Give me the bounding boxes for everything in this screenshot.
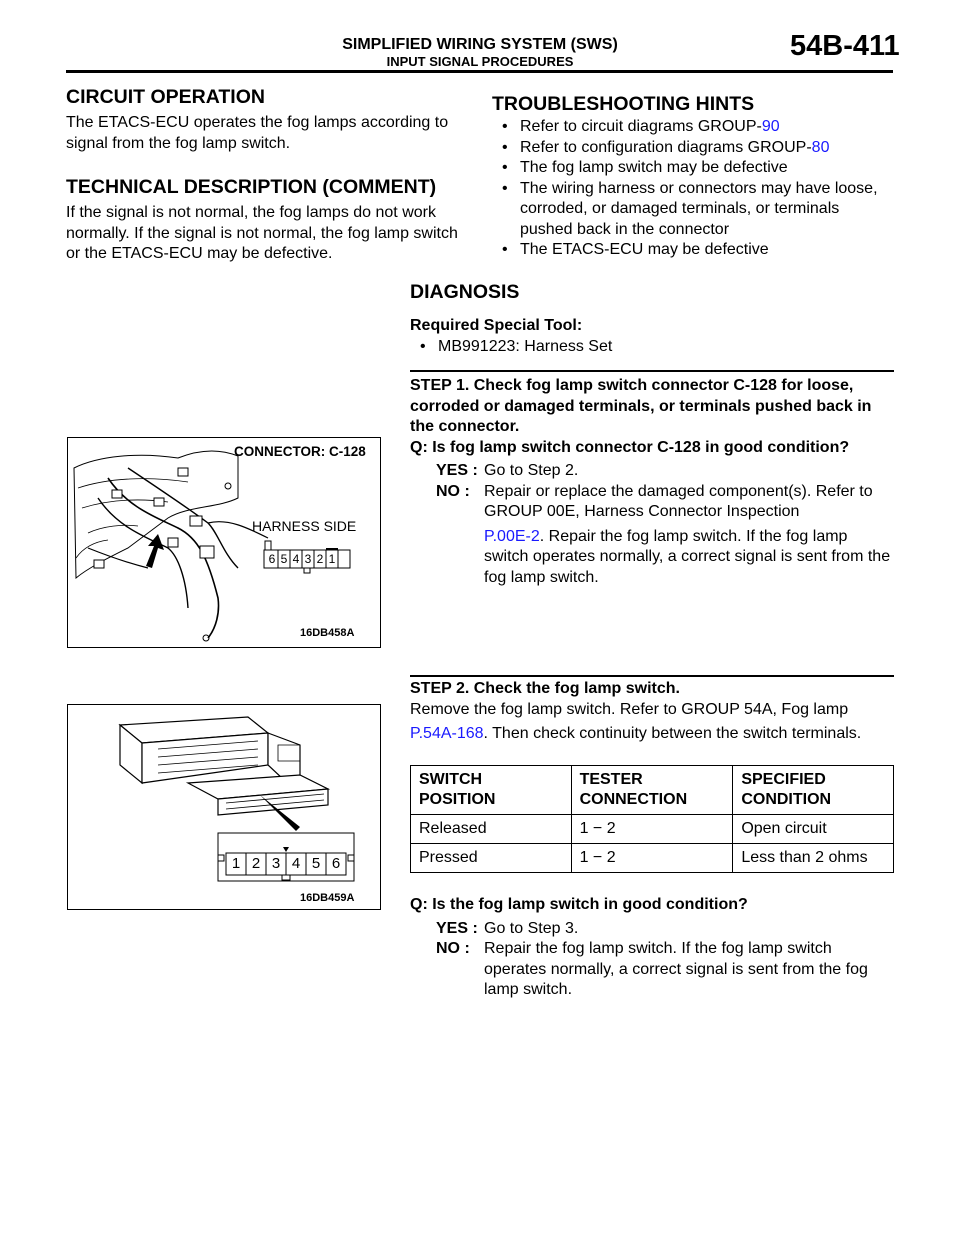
step2-text (410, 700, 894, 745)
table-row (411, 815, 894, 844)
yes-label: YES : (436, 919, 478, 937)
pin-label: 4 (292, 552, 300, 566)
diagnosis-section (410, 281, 894, 357)
hint-item: • The fog lamp switch may be defective (492, 158, 892, 179)
no-text: Repair the fog lamp switch. If the fog lamp switch operates normally, a correct signal is sent from the fog lamp switch. (484, 940, 868, 998)
no-text (484, 482, 894, 589)
pin-label: 1 (231, 855, 241, 872)
hint-item: • The wiring harness or connectors may have loose, corroded, or damaged terminals, or terminals pushed back in the connector (492, 179, 892, 241)
pin-label: 1 (328, 552, 336, 566)
table-header: SPECIFIED CONDITION (733, 766, 894, 815)
circuit-operation-section (66, 86, 466, 154)
table-cell: 1 − 2 (571, 844, 733, 873)
switch-pin-row (226, 854, 346, 874)
step1-title: STEP 1. Check fog lamp switch connector C-128 for loose, corroded or damaged terminals, or terminals pushed back in the connector. (410, 377, 872, 435)
table-header: TESTER CONNECTION (571, 766, 733, 815)
step2-no (436, 939, 894, 1001)
header-title: SIMPLIFIED WIRING SYSTEM (SWS) (342, 36, 618, 53)
step1-section (410, 376, 894, 588)
header-subtitle: INPUT SIGNAL PROCEDURES (386, 54, 574, 69)
step1-yes (436, 461, 894, 482)
yes-text: Go to Step 2. (484, 462, 579, 479)
step1-rule (410, 370, 894, 372)
tool-list (410, 337, 894, 358)
pin-label: 3 (304, 552, 312, 566)
step1-no (436, 482, 894, 589)
hint-text: Refer to circuit diagrams GROUP- (520, 118, 762, 135)
step1-answers (410, 461, 894, 588)
step2-section (410, 679, 894, 745)
table-cell: Released (411, 815, 572, 844)
pin-label: 5 (311, 855, 321, 872)
table-cell: 1 − 2 (571, 815, 733, 844)
pin-label: 2 (251, 855, 261, 872)
troubleshooting-heading: TROUBLESHOOTING HINTS (492, 93, 755, 115)
no-label: NO : (436, 940, 470, 957)
troubleshooting-list (492, 117, 892, 261)
switch-illustration (68, 705, 380, 909)
header-rule (66, 70, 893, 73)
yes-label: YES : (436, 462, 478, 479)
pin-label: 5 (280, 552, 288, 566)
hint-item (492, 117, 892, 138)
pin-label: 2 (316, 552, 324, 566)
step2-title: STEP 2. Check the fog lamp switch. (410, 680, 680, 697)
group-90-link[interactable]: 90 (761, 118, 780, 135)
hint-text: Refer to configuration diagrams GROUP- (520, 138, 812, 156)
yes-text: Go to Step 3. (484, 919, 579, 937)
pin-label: 6 (268, 552, 276, 566)
technical-description-text: If the signal is not normal, the fog lamps do not work normally. If the signal is not normal, the fog lamp switch or the ETACS-ECU may be defective. (66, 204, 458, 262)
no-label: NO : (436, 482, 470, 500)
step2-yes (436, 919, 894, 940)
pin-row (266, 551, 338, 567)
page-number: 54B-411 (790, 30, 900, 62)
table-row (411, 844, 894, 873)
required-tool-label: Required Special Tool: (410, 317, 583, 334)
step2-question: Q: Is the fog lamp switch in good condition? (410, 896, 748, 913)
circuit-operation-heading: CIRCUIT OPERATION (66, 86, 265, 108)
pin-label: 4 (291, 855, 301, 872)
pin-label: 3 (271, 855, 281, 872)
p54a-168-link[interactable]: P.54A-168 (410, 725, 484, 742)
no-text-part: Repair or replace the damaged component(s). Refer to GROUP 00E, Harness Connector Inspection (484, 482, 873, 520)
table-header: SWITCH POSITION (411, 766, 572, 815)
circuit-operation-text: The ETACS-ECU operates the fog lamps according to signal from the fog lamp switch. (66, 114, 449, 152)
continuity-table (410, 765, 894, 873)
group-80-link[interactable]: 80 (811, 138, 830, 156)
table-header-row (411, 766, 894, 815)
p00e-2-link[interactable]: P.00E-2 (484, 527, 540, 545)
harness-side-label: HARNESS SIDE (252, 518, 357, 534)
step1-question: Q: Is fog lamp switch connector C-128 in good condition? (410, 438, 850, 456)
table-cell: Pressed (411, 844, 572, 873)
diagnosis-heading: DIAGNOSIS (410, 281, 520, 303)
connector-label: CONNECTOR: C-128 (234, 444, 366, 459)
figure-code: 16DB459A (300, 892, 355, 904)
technical-description-section (66, 176, 471, 265)
connector-c128-figure (67, 437, 381, 648)
fog-lamp-switch-figure (67, 704, 381, 910)
step2-text-part: Remove the fog lamp switch. Refer to GROUP 54A, Fog lamp (410, 700, 849, 718)
pin-label: 6 (331, 855, 341, 872)
hint-item (492, 138, 892, 159)
no-text-part: . Repair the fog lamp switch. If the fog lamp switch operates normally, a correct signal is sent from the fog lamp switch. (484, 527, 891, 586)
step2-rule (410, 675, 894, 677)
troubleshooting-section (492, 93, 892, 261)
step2-text-part: . Then check continuity between the switch terminals. (483, 725, 862, 742)
hint-item: • The ETACS-ECU may be defective (492, 240, 892, 261)
dashboard-harness-illustration (68, 438, 380, 647)
step2-answers (410, 919, 894, 1001)
table-cell: Less than 2 ohms (733, 844, 894, 873)
step2-qa (410, 895, 894, 1001)
tool-item: • MB991223: Harness Set (410, 337, 894, 358)
figure-code: 16DB458A (300, 627, 355, 639)
technical-description-heading: TECHNICAL DESCRIPTION (COMMENT) (66, 176, 437, 198)
table-cell: Open circuit (733, 815, 894, 844)
